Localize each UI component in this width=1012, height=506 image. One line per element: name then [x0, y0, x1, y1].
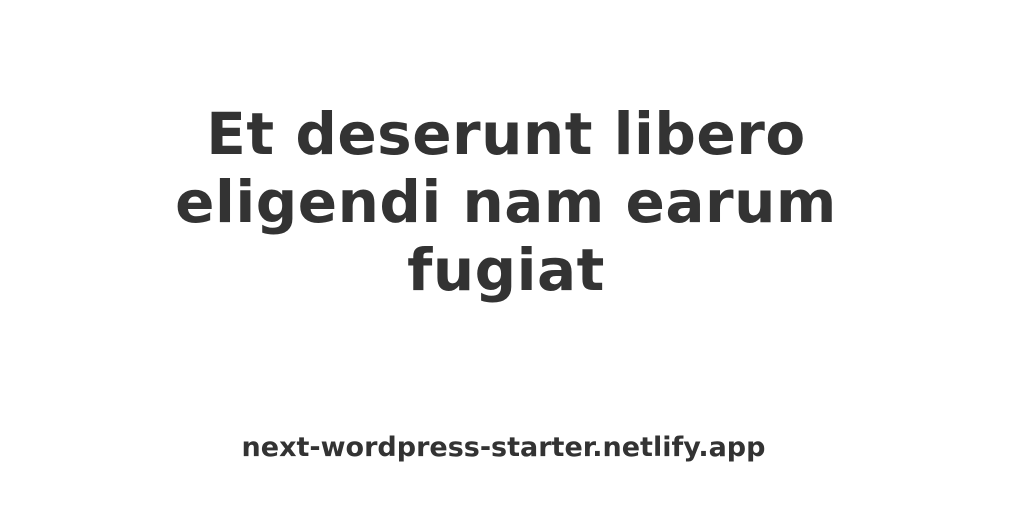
post-title: Et deserunt libero eligendi nam earum fugiat [175, 100, 837, 304]
site-domain: next-wordpress-starter.netlify.app [241, 432, 766, 463]
